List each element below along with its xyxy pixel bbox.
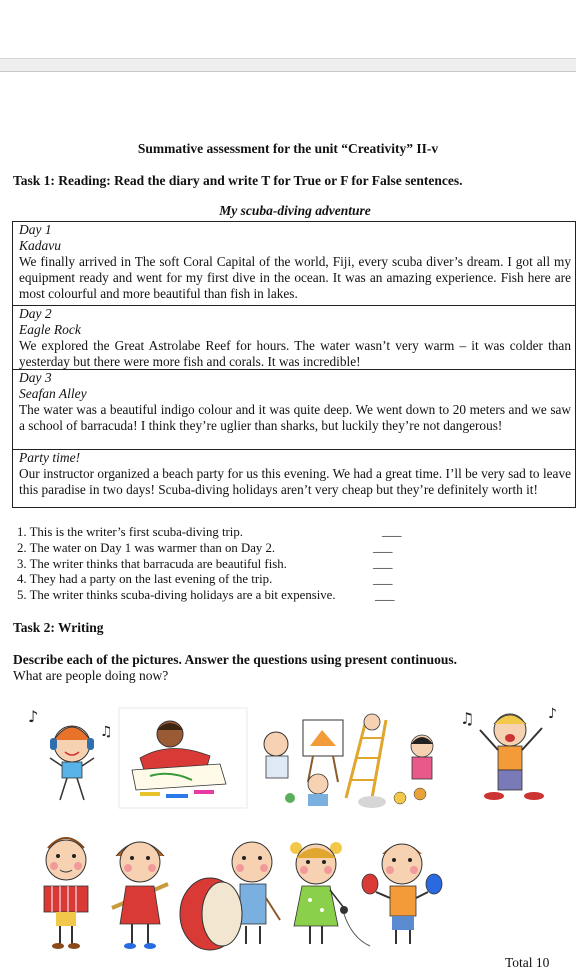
page-title: Summative assessment for the unit “Creativity” II-v	[137, 141, 439, 156]
answer-blank-5[interactable]: ___	[375, 587, 395, 602]
diary-place: Eagle Rock	[19, 322, 81, 337]
diary-place: Kadavu	[19, 238, 61, 253]
answer-blank-2[interactable]: ___	[373, 539, 393, 554]
question-4: 4. They had a party on the last evening of the trip.	[17, 572, 273, 586]
accordion-kid-picture	[44, 838, 88, 949]
task2-heading: Task 2: Writing	[13, 620, 104, 635]
diary-day: Day 1	[19, 222, 52, 237]
pictures-top-row	[20, 700, 568, 812]
maracas-boy-picture	[362, 844, 442, 944]
svg-text:♫: ♫	[460, 709, 475, 728]
singing-boy-picture	[460, 706, 557, 800]
question-1: 1. This is the writer’s first scuba-diving trip.	[17, 525, 243, 539]
drum-boy-picture	[180, 842, 280, 950]
diary-text: The water was a beautiful indigo colour and it was quite deep. We went down to 20 meters and we saw a school of barracuda! I think they’re uglier than sharks, but luckily they’re not dangerous!	[19, 402, 571, 433]
diary-section-day3	[13, 369, 575, 449]
diary-section-day1	[13, 221, 575, 305]
diary-section-party	[13, 449, 575, 507]
answer-blank-1[interactable]: ___	[382, 523, 402, 538]
answer-blank-4[interactable]: ___	[373, 571, 393, 586]
svg-text:♪: ♪	[548, 706, 557, 722]
diary-text: Our instructor organized a beach party for us this evening. We had a great time. I’ll be very sad to leave this paradise in two days! Scuba-diving holidays aren’t very cheap but they’re definitely worth it!	[19, 466, 571, 497]
top-toolbar	[0, 0, 576, 59]
diary-day: Party time!	[19, 450, 81, 465]
svg-text:♪: ♪	[28, 707, 39, 726]
painters-scene-picture	[248, 706, 446, 808]
svg-text:♫: ♫	[100, 724, 113, 740]
total-score: Total 10	[505, 955, 550, 970]
diary-text: We explored the Great Astrolabe Reef for hours. The water wasn’t very warm – it was colder than yesterday but there were more fish and corals. It was incredible!	[19, 338, 571, 369]
girl-headphones-picture	[28, 707, 113, 800]
diary-day: Day 2	[19, 306, 52, 321]
task2-instruction: Describe each of the pictures. Answer the questions using present continuous.	[13, 652, 458, 667]
task1-heading: Task 1: Reading: Read the diary and write T for True or F for False sentences.	[13, 173, 463, 188]
diary-title: My scuba-diving adventure	[219, 203, 371, 218]
question-5: 5. The writer thinks scuba-diving holidays are a bit expensive.	[17, 588, 336, 602]
diary-day: Day 3	[19, 370, 52, 385]
ruler-band	[0, 59, 576, 72]
pictures-bottom-row	[30, 828, 460, 956]
answer-blank-3[interactable]: ___	[373, 555, 393, 570]
diary-section-day2	[13, 305, 575, 369]
task2-question: What are people doing now?	[13, 668, 169, 683]
question-2: 2. The water on Day 1 was warmer than on Day 2.	[17, 541, 276, 555]
diary-place: Seafan Alley	[19, 386, 87, 401]
singer-girl-picture	[290, 842, 370, 946]
question-3: 3. The writer thinks that barracuda are beautiful fish.	[17, 557, 287, 571]
diary-text: We finally arrived in The soft Coral Capital of the world, Fiji, every scuba diver’s dream. I got all my equipment ready and went for my first dive in the ocean. It was an amazing experience. Fish here are most colourful and more beautiful than fish in lakes.	[19, 254, 571, 301]
diary-box	[12, 221, 576, 508]
flute-girl-picture	[112, 842, 168, 949]
